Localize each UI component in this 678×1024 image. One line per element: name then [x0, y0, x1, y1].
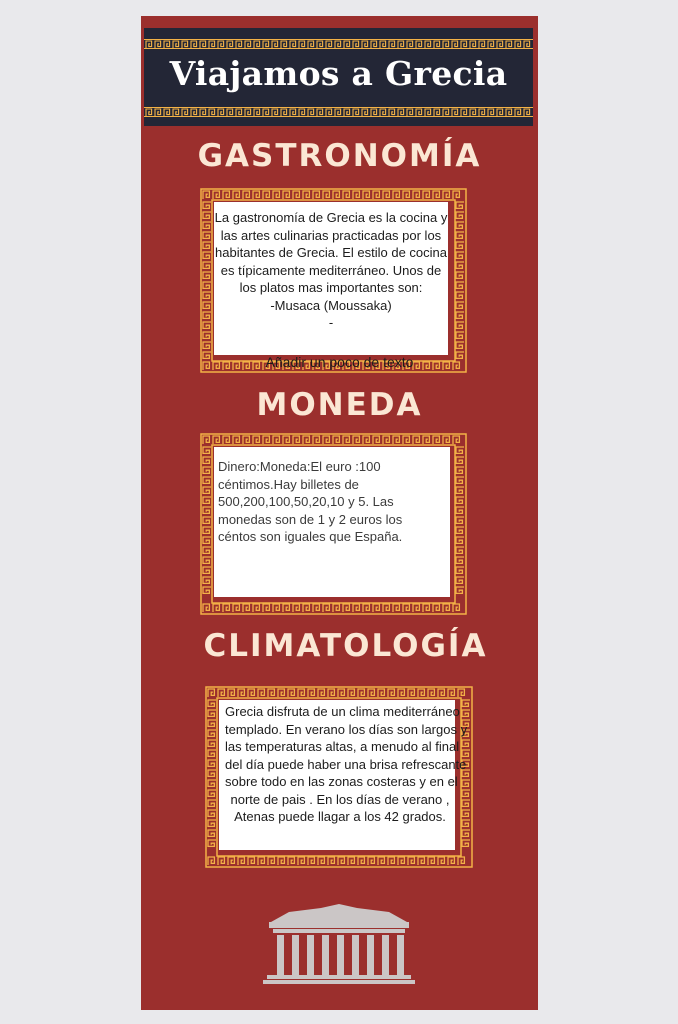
text-line: Dinero:Moneda:El euro :100 — [218, 459, 381, 474]
gastronomia-text — [214, 202, 448, 355]
parthenon-icon — [259, 902, 419, 986]
text-line: las temperaturas altas, a menudo al final — [225, 739, 460, 754]
text-line: las artes culinarias practicadas por los — [220, 227, 442, 243]
text-line: Atenas puede llagar a los 42 grados. — [234, 809, 446, 824]
header-banner — [144, 28, 533, 126]
section-title-moneda: MONEDA — [256, 387, 423, 423]
text-line: norte de pais . En los días de verano , — [230, 791, 450, 807]
text-line: habitantes de Grecia. El estilo de cocina — [215, 245, 447, 260]
section-title-climatologia: CLIMATOLOGÍA — [203, 628, 488, 664]
page-title: Viajamos a Grecia — [169, 54, 508, 93]
section-title-gastronomia: GASTRONOMÍA — [197, 138, 482, 174]
greek-key-band-icon — [144, 107, 533, 117]
poster — [141, 16, 538, 1010]
text-line: sobre todo en las zonas costeras y en el — [225, 774, 458, 789]
text-line: es típicamente mediterráneo. Unos de — [220, 262, 442, 278]
text-line: - — [328, 315, 334, 330]
moneda-text — [214, 447, 450, 597]
climatologia-text — [219, 700, 468, 850]
text-line: céntimos.Hay billetes de — [218, 476, 359, 492]
text-line: del día puede haber una brisa refrescante — [225, 756, 467, 772]
text-line: templado. En verano los días son largos y — [225, 721, 468, 737]
text-line: -Musaca (Moussaka) — [270, 297, 392, 313]
text-line: céntos son iguales que España. — [218, 529, 403, 544]
climatologia-frame — [205, 686, 473, 868]
greek-key-band-icon — [144, 39, 533, 49]
gastronomia-frame — [200, 188, 467, 373]
text-line: La gastronomía de Grecia es la cocina y — [214, 210, 448, 225]
text-line: Grecia disfruta de un clima mediterráneo — [225, 704, 460, 719]
text-line: los platos mas importantes son: — [239, 280, 423, 295]
moneda-frame — [200, 433, 467, 615]
text-line: monedas son de 1 y 2 euros los — [218, 511, 403, 527]
add-text-placeholder[interactable]: Añadir un poco de texto — [265, 354, 414, 370]
text-line: 500,200,100,50,20,10 y 5. Las — [218, 494, 394, 509]
